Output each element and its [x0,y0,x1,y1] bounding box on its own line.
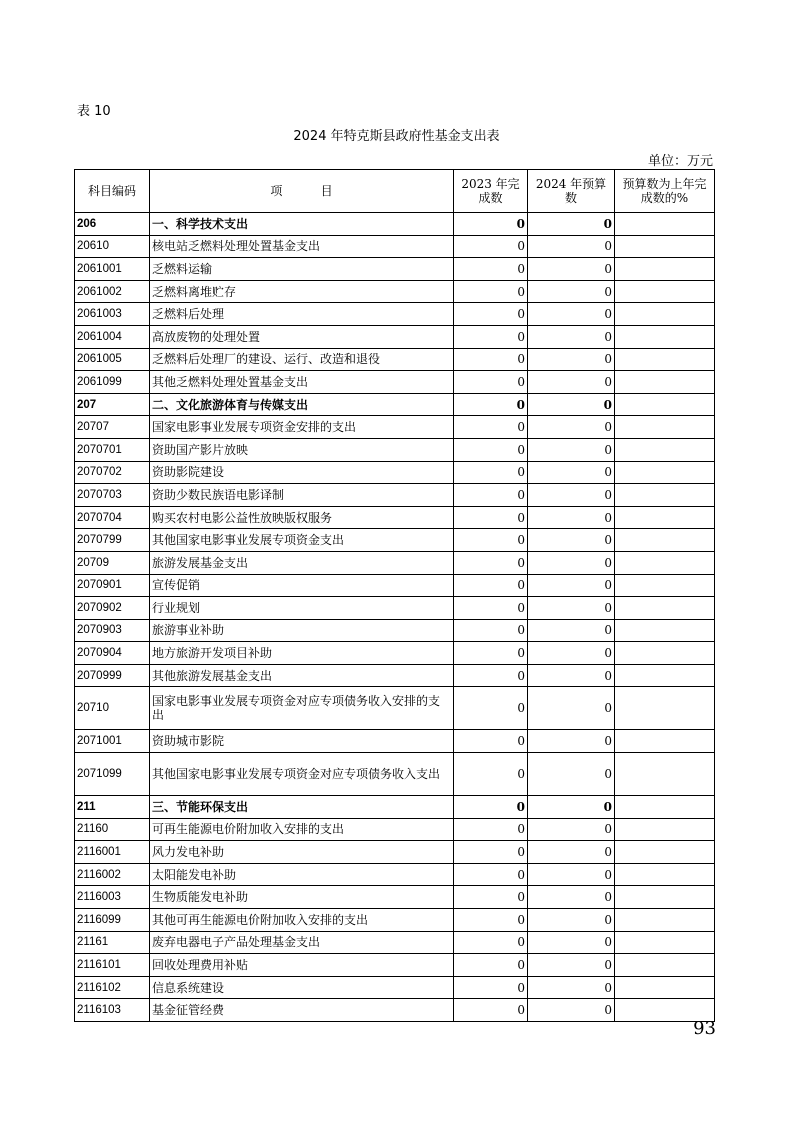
cell-code: 2116002 [75,863,150,886]
cell-completed-2023: 0 [454,461,528,484]
cell-name: 核电站乏燃料处理处置基金支出 [150,235,454,258]
cell-budget-2024: 0 [528,863,615,886]
cell-ratio [615,753,715,796]
cell-ratio [615,574,715,597]
cell-name: 三、节能环保支出 [150,796,454,819]
cell-name: 购买农村电影公益性放映版权服务 [150,506,454,529]
header-ratio: 预算数为上年完成数的% [615,170,715,213]
cell-completed-2023: 0 [454,818,528,841]
cell-name: 可再生能源电价附加收入安排的支出 [150,818,454,841]
table-row [75,909,715,932]
cell-completed-2023: 0 [454,235,528,258]
cell-ratio [615,484,715,507]
cell-budget-2024: 0 [528,954,615,977]
cell-completed-2023: 0 [454,371,528,394]
cell-name: 其他可再生能源电价附加收入安排的支出 [150,909,454,932]
cell-budget-2024: 0 [528,574,615,597]
cell-code: 2070701 [75,438,150,461]
cell-completed-2023: 0 [454,213,528,236]
cell-completed-2023: 0 [454,438,528,461]
cell-name: 资助影院建设 [150,461,454,484]
cell-code: 20707 [75,416,150,439]
cell-ratio [615,371,715,394]
cell-code: 2116101 [75,954,150,977]
cell-completed-2023: 0 [454,416,528,439]
cell-name: 旅游发展基金支出 [150,551,454,574]
cell-budget-2024: 0 [528,325,615,348]
table-row [75,348,715,371]
cell-code: 2070702 [75,461,150,484]
table-row [75,235,715,258]
cell-name: 其他旅游发展基金支出 [150,664,454,687]
cell-name: 国家电影事业发展专项资金安排的支出 [150,416,454,439]
cell-code: 2070901 [75,574,150,597]
cell-completed-2023: 0 [454,999,528,1022]
cell-budget-2024: 0 [528,461,615,484]
cell-code: 2061003 [75,303,150,326]
table-row [75,529,715,552]
cell-name: 回收处理费用补贴 [150,954,454,977]
document-title: 2024 年特克斯县政府性基金支出表 [293,129,500,144]
cell-budget-2024: 0 [528,529,615,552]
cell-code: 2071099 [75,753,150,796]
cell-budget-2024: 0 [528,258,615,281]
table-row [75,886,715,909]
cell-ratio [615,325,715,348]
table-row [75,597,715,620]
cell-ratio [615,954,715,977]
cell-completed-2023: 0 [454,258,528,281]
cell-completed-2023: 0 [454,597,528,620]
cell-name: 废弃电器电子产品处理基金支出 [150,931,454,954]
cell-budget-2024: 0 [528,999,615,1022]
table-row [75,841,715,864]
cell-budget-2024: 0 [528,931,615,954]
table-row [75,796,715,819]
table-row [75,976,715,999]
cell-code: 206 [75,213,150,236]
cell-budget-2024: 0 [528,796,615,819]
cell-completed-2023: 0 [454,753,528,796]
cell-ratio [615,863,715,886]
cell-code: 2070903 [75,619,150,642]
cell-name: 二、文化旅游体育与传媒支出 [150,393,454,416]
table-row [75,687,715,730]
table-row [75,258,715,281]
cell-completed-2023: 0 [454,484,528,507]
cell-code: 2116099 [75,909,150,932]
header-row [75,170,715,213]
cell-name: 宣传促销 [150,574,454,597]
cell-name: 资助少数民族语电影译制 [150,484,454,507]
cell-name: 生物质能发电补助 [150,886,454,909]
cell-name: 乏燃料离堆贮存 [150,280,454,303]
table-row [75,818,715,841]
cell-budget-2024: 0 [528,841,615,864]
cell-code: 2116102 [75,976,150,999]
cell-ratio [615,529,715,552]
header-code: 科目编码 [75,170,150,213]
cell-name: 其他国家电影事业发展专项资金支出 [150,529,454,552]
unit-label: 单位：万元 [647,154,713,169]
cell-name: 太阳能发电补助 [150,863,454,886]
cell-budget-2024: 0 [528,753,615,796]
cell-code: 2061001 [75,258,150,281]
cell-budget-2024: 0 [528,642,615,665]
cell-ratio [615,931,715,954]
cell-completed-2023: 0 [454,863,528,886]
cell-ratio [615,687,715,730]
cell-budget-2024: 0 [528,484,615,507]
cell-code: 2071001 [75,730,150,753]
table-row [75,954,715,977]
cell-ratio [615,551,715,574]
cell-code: 2116003 [75,886,150,909]
cell-ratio [615,280,715,303]
table-row [75,551,715,574]
cell-name: 乏燃料运输 [150,258,454,281]
cell-budget-2024: 0 [528,438,615,461]
cell-budget-2024: 0 [528,597,615,620]
cell-budget-2024: 0 [528,235,615,258]
cell-name: 其他乏燃料处理处置基金支出 [150,371,454,394]
table-row [75,574,715,597]
cell-ratio [615,461,715,484]
cell-code: 211 [75,796,150,819]
cell-budget-2024: 0 [528,818,615,841]
cell-ratio [615,348,715,371]
cell-budget-2024: 0 [528,619,615,642]
cell-completed-2023: 0 [454,551,528,574]
cell-code: 2070799 [75,529,150,552]
cell-budget-2024: 0 [528,416,615,439]
cell-code: 20610 [75,235,150,258]
header-completed-2023: 2023 年完成数 [454,170,528,213]
table-row [75,438,715,461]
cell-name: 基金征管经费 [150,999,454,1022]
cell-code: 2070704 [75,506,150,529]
cell-completed-2023: 0 [454,976,528,999]
cell-code: 2061099 [75,371,150,394]
header-item: 项 目 [150,170,454,213]
cell-ratio [615,796,715,819]
cell-code: 2116103 [75,999,150,1022]
header-budget-2024: 2024 年预算数 [528,170,615,213]
cell-budget-2024: 0 [528,687,615,730]
cell-ratio [615,886,715,909]
cell-budget-2024: 0 [528,909,615,932]
cell-code: 2070703 [75,484,150,507]
cell-name: 资助国产影片放映 [150,438,454,461]
cell-code: 2061005 [75,348,150,371]
cell-code: 2070904 [75,642,150,665]
cell-budget-2024: 0 [528,280,615,303]
cell-completed-2023: 0 [454,574,528,597]
cell-ratio [615,664,715,687]
cell-ratio [615,213,715,236]
table-row [75,753,715,796]
cell-ratio [615,730,715,753]
table-row [75,863,715,886]
cell-completed-2023: 0 [454,506,528,529]
cell-budget-2024: 0 [528,976,615,999]
cell-completed-2023: 0 [454,796,528,819]
cell-ratio [615,393,715,416]
cell-name: 其他国家电影事业发展专项资金对应专项债务收入支出 [150,753,454,796]
cell-name: 国家电影事业发展专项资金对应专项债务收入安排的支出 [150,687,454,730]
cell-budget-2024: 0 [528,730,615,753]
cell-code: 2070999 [75,664,150,687]
cell-name: 风力发电补助 [150,841,454,864]
table-row [75,999,715,1022]
cell-completed-2023: 0 [454,325,528,348]
cell-ratio [615,818,715,841]
cell-budget-2024: 0 [528,551,615,574]
cell-budget-2024: 0 [528,348,615,371]
cell-name: 资助城市影院 [150,730,454,753]
page-number: 93 [693,1018,716,1039]
cell-completed-2023: 0 [454,303,528,326]
cell-ratio [615,438,715,461]
cell-code: 2070902 [75,597,150,620]
cell-code: 207 [75,393,150,416]
cell-name: 地方旅游开发项目补助 [150,642,454,665]
cell-ratio [615,506,715,529]
table-row [75,303,715,326]
cell-code: 2061002 [75,280,150,303]
table-number-label: 表 10 [77,104,111,119]
table-row [75,213,715,236]
table-row [75,931,715,954]
cell-budget-2024: 0 [528,393,615,416]
cell-completed-2023: 0 [454,909,528,932]
cell-ratio [615,235,715,258]
cell-completed-2023: 0 [454,642,528,665]
table-body [75,213,715,1022]
cell-code: 20710 [75,687,150,730]
cell-ratio [615,597,715,620]
table-row [75,325,715,348]
cell-code: 20709 [75,551,150,574]
table-row [75,619,715,642]
cell-code: 21161 [75,931,150,954]
cell-completed-2023: 0 [454,529,528,552]
table-row [75,506,715,529]
cell-completed-2023: 0 [454,348,528,371]
cell-name: 一、科学技术支出 [150,213,454,236]
cell-completed-2023: 0 [454,280,528,303]
cell-ratio [615,619,715,642]
cell-completed-2023: 0 [454,931,528,954]
cell-budget-2024: 0 [528,371,615,394]
cell-budget-2024: 0 [528,886,615,909]
cell-code: 2116001 [75,841,150,864]
cell-budget-2024: 0 [528,664,615,687]
cell-ratio [615,642,715,665]
cell-name: 乏燃料后处理 [150,303,454,326]
cell-ratio [615,976,715,999]
cell-ratio [615,909,715,932]
cell-ratio [615,416,715,439]
cell-ratio [615,303,715,326]
cell-completed-2023: 0 [454,954,528,977]
cell-code: 21160 [75,818,150,841]
cell-name: 行业规划 [150,597,454,620]
table-row [75,484,715,507]
table-row [75,642,715,665]
cell-completed-2023: 0 [454,687,528,730]
cell-completed-2023: 0 [454,619,528,642]
cell-name: 信息系统建设 [150,976,454,999]
cell-completed-2023: 0 [454,841,528,864]
cell-budget-2024: 0 [528,213,615,236]
cell-completed-2023: 0 [454,664,528,687]
table-row [75,416,715,439]
cell-budget-2024: 0 [528,506,615,529]
cell-ratio [615,841,715,864]
cell-completed-2023: 0 [454,886,528,909]
cell-completed-2023: 0 [454,730,528,753]
cell-name: 旅游事业补助 [150,619,454,642]
table-row [75,461,715,484]
table-row [75,730,715,753]
table-row [75,664,715,687]
cell-completed-2023: 0 [454,393,528,416]
table-row [75,371,715,394]
cell-budget-2024: 0 [528,303,615,326]
cell-name: 乏燃料后处理厂的建设、运行、改造和退役 [150,348,454,371]
cell-name: 高放废物的处理处置 [150,325,454,348]
table-row [75,280,715,303]
cell-ratio [615,258,715,281]
budget-table [74,169,715,1022]
cell-code: 2061004 [75,325,150,348]
table-row [75,393,715,416]
